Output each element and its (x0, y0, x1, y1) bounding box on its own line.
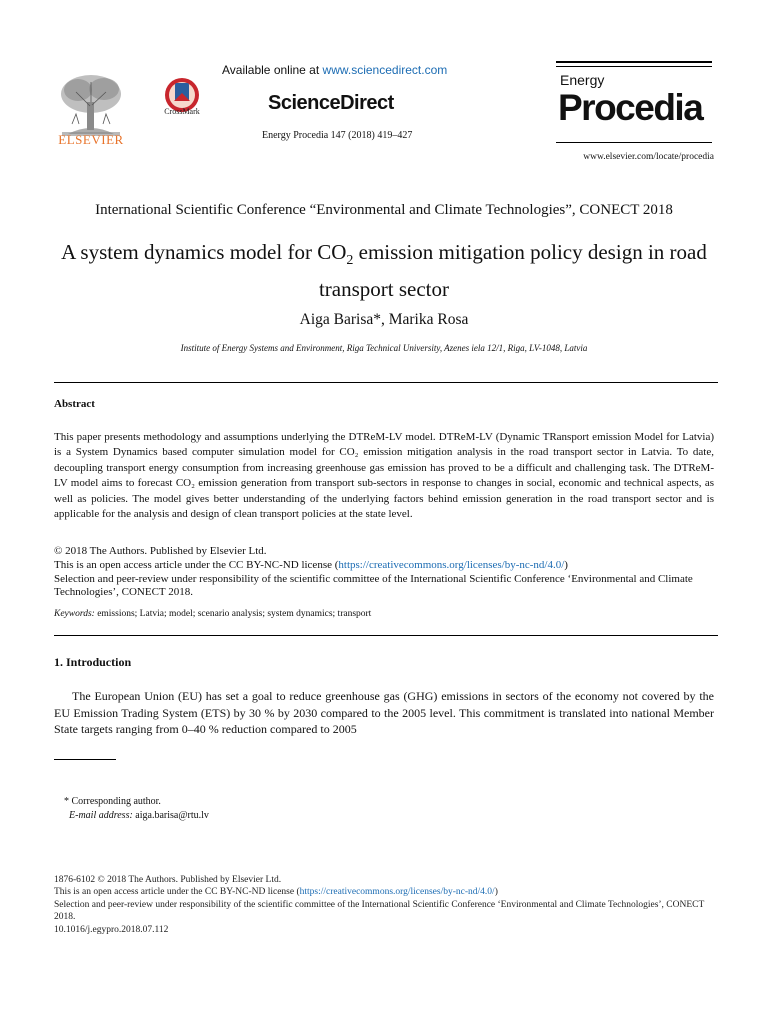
keywords-text: emissions; Latvia; model; scenario analysis; system dynamics; transport (94, 609, 372, 619)
conference-name: International Scientific Conference “Environmental and Climate Technologies”, CONECT 2018 (95, 202, 673, 218)
corresponding-author: * Corresponding author. (64, 796, 161, 807)
journal-reference: Energy Procedia 147 (2018) 419–427 (262, 130, 413, 141)
journal-box-rule (556, 142, 712, 143)
journal-name-energy: Energy (560, 72, 605, 88)
available-prefix: Available online at (222, 63, 323, 77)
issn-line: 1876-6102 © 2018 The Authors. Published by Elsevier Ltd. (54, 875, 282, 885)
license-link[interactable]: https://creativecommons.org/licenses/by-nc-nd/4.0/ (338, 558, 565, 571)
email-address[interactable]: aiga.barisa@rtu.lv (132, 810, 209, 821)
authors: Aiga Barisa*, Marika Rosa (299, 311, 469, 328)
available-online (222, 63, 447, 77)
footer-peer-review: Selection and peer-review under responsibility of the scientific committee of the International Scientific Conference ‘Environmental and Climate Technologies’, CONECT 2018. (54, 899, 705, 923)
journal-url[interactable]: www.elsevier.com/locate/procedia (583, 152, 714, 162)
intro-text: The European Union (EU) has set a goal to reduce greenhouse gas (GHG) emissions in sectors of the economy not covered by the EU Emission Trading System (ETS) by 30 % by 2030 compared to the 2005 level. This commitment is translated into national Member State targets ranging from 0–40 % reduction compared to 2005 (54, 689, 714, 736)
journal-box-rule (556, 66, 712, 67)
sciencedirect-title: ScienceDirect (268, 92, 394, 114)
sciencedirect-link[interactable]: www.sciencedirect.com (322, 63, 448, 77)
footer-license-prefix: This is an open access article under the CC BY-NC-ND license ( (54, 887, 300, 898)
footnote-rule (54, 759, 116, 760)
email-line (64, 809, 209, 823)
footnote (64, 795, 209, 823)
footer-license-link[interactable]: https://creativecommons.org/licenses/by-nc-nd/4.0/ (299, 887, 495, 898)
crossmark-label: CrossMark (164, 107, 200, 116)
title-subscript: 2 (346, 253, 354, 269)
title-part2: emission mitigation policy design in road transport sector (318, 240, 707, 302)
keywords-label: Keywords: (54, 609, 95, 619)
journal-name-procedia: Procedia (558, 87, 703, 128)
elsevier-wordmark: ELSEVIER (58, 132, 124, 147)
intro-heading: 1. Introduction (54, 655, 132, 669)
email-label: E-mail address: (69, 810, 133, 821)
copyright-line: © 2018 The Authors. Published by Elsevier Ltd. (54, 545, 267, 557)
license-suffix: ) (564, 558, 568, 571)
paper-title (60, 238, 708, 304)
section-divider (54, 382, 718, 383)
license-line (54, 559, 718, 573)
keywords (54, 609, 371, 619)
title-part1: A system dynamics model for CO (61, 240, 347, 264)
abstract-heading: Abstract (54, 398, 95, 410)
peer-review-line: Selection and peer-review under responsibility of the scientific committee of the International Scientific Conference ‘Environmental and Climate Technologies’, CONECT 2018. (54, 572, 693, 599)
abstract-text: This paper presents methodology and assumptions underlying the DTReM-LV model. DTReM-LV (Dynamic TRansport emission Model for Latvia) is a System Dynamics based computer simulation model for CO₂ emission mitigation analysis in the road transport sector in Latvia. To date, decoupling transport energy consumption from increasing greenhouse gas emission has proved to be a difficult and challenging task. The DTReM-LV model aims to forecast CO₂ emission generation from transport sub-sectors in response to changes in social, economic and technical aspects, as well as policies. The model gives better understanding of the underlying factors behind emission generation in the road transport sector and is applicable for the analysis and design of clean transport policies at the state level. (54, 431, 714, 521)
section-divider (54, 635, 718, 636)
footer-license-suffix: ) (494, 887, 498, 898)
journal-box-rule (556, 61, 712, 63)
page-footer (54, 874, 718, 936)
license-prefix: This is an open access article under the CC BY-NC-ND license ( (54, 558, 339, 571)
doi[interactable]: 10.1016/j.egypro.2018.07.112 (54, 924, 169, 935)
footer-license-line (54, 886, 718, 898)
affiliation: Institute of Energy Systems and Environment, Riga Technical University, Azenes iela 12/1, Riga, LV-1048, Latvia (180, 343, 588, 353)
copyright-block (54, 545, 718, 600)
